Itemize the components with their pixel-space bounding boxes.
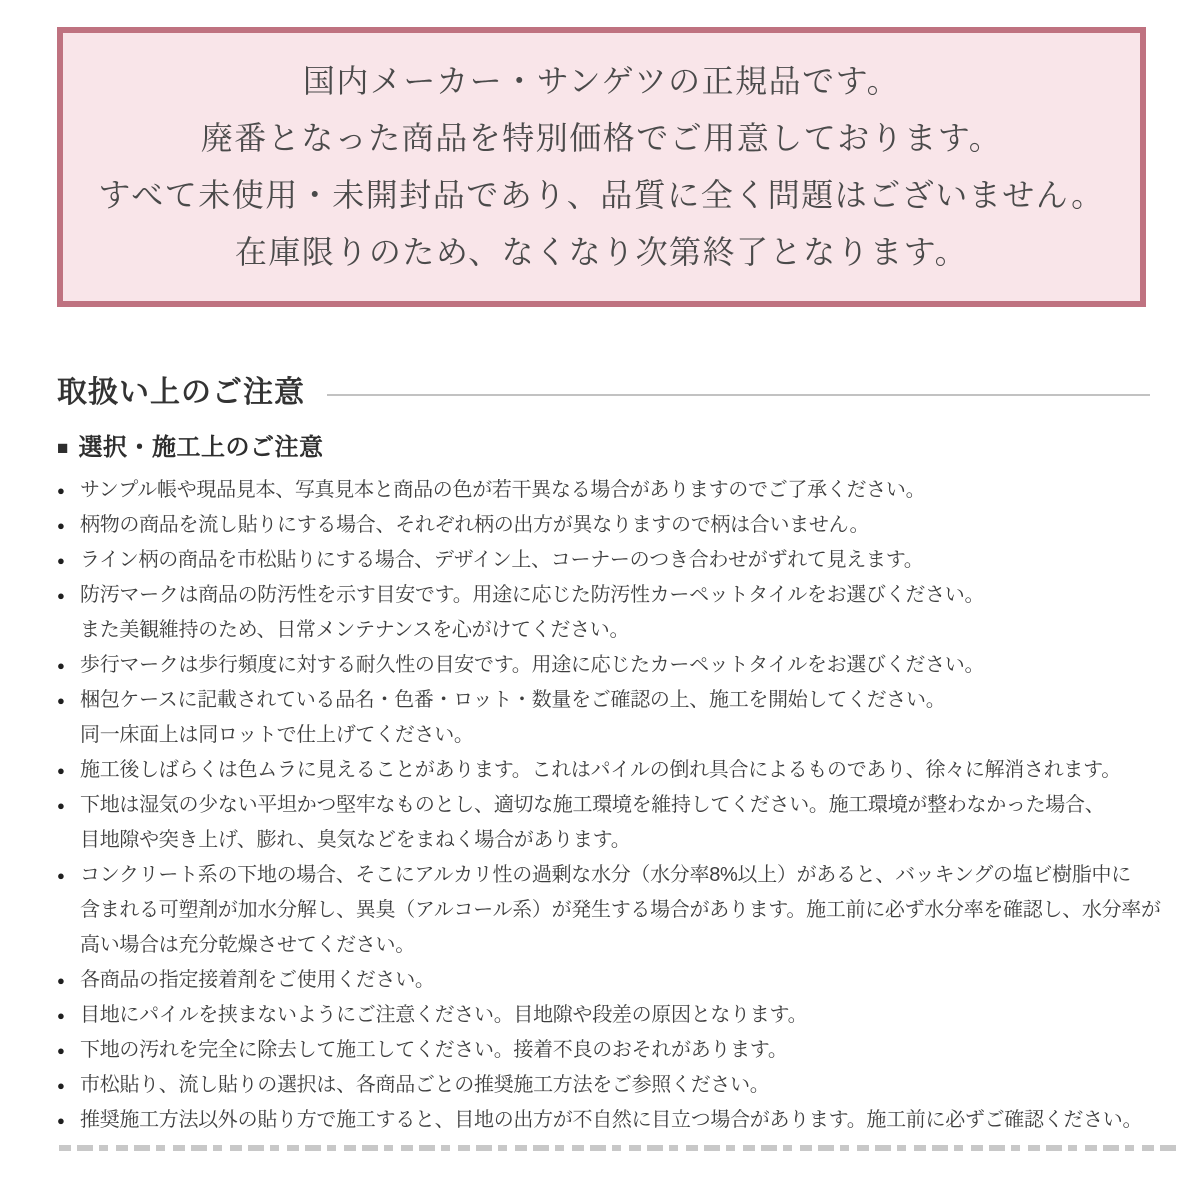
bullet-icon: ●	[57, 588, 65, 603]
list-item	[57, 1068, 1150, 1103]
list-item	[57, 543, 1150, 578]
list-item-text: コンクリート系の下地の場合、そこにアルカリ性の過剰な水分（水分率8%以上）があると、バッキングの塩ビ樹脂中に	[80, 864, 1131, 886]
precautions-section	[57, 376, 1161, 1151]
notice-line: 廃番となった商品を特別価格でご用意しております。	[200, 120, 1003, 156]
list-item-text: 目地隙や突き上げ、膨れ、臭気などをまねく場合があります。	[80, 829, 631, 851]
list-item-text: 含まれる可塑剤が加水分解し、異臭（アルコール系）が発生する場合があります。施工前に必ず水分率を確認し、水分率が	[80, 899, 1161, 921]
bullet-icon: ●	[57, 1043, 65, 1058]
notice-line: すべて未使用・未開封品であり、品質に全く問題はございません。	[98, 177, 1105, 213]
bullet-icon: ●	[57, 483, 65, 498]
bullet-icon: ●	[57, 763, 65, 778]
list-item-text: また美観維持のため、日常メンテナンスを心がけてください。	[80, 619, 630, 641]
list-item-text: 下地の汚れを完全に除去して施工してください。接着不良のおそれがあります。	[80, 1039, 788, 1061]
bullet-icon: ●	[57, 973, 65, 988]
precaution-list	[57, 473, 1161, 1138]
list-item	[57, 998, 1150, 1033]
bullet-icon: ●	[57, 798, 65, 813]
list-item-text: 目地にパイルを挟まないようにご注意ください。目地隙や段差の原因となります。	[80, 1004, 808, 1026]
bullet-icon: ●	[57, 553, 65, 568]
cut-off-text-row	[59, 1145, 1179, 1151]
bullet-icon: ●	[57, 658, 65, 673]
list-item-text: 防汚マークは商品の防汚性を示す目安です。用途に応じた防汚性カーペットタイルをお選びください。	[80, 584, 985, 606]
list-item-text: 推奨施工方法以外の貼り方で施工すると、目地の出方が不自然に目立つ場合があります。施工前に必ずご確認ください。	[80, 1109, 1143, 1131]
section-title: 取扱い上のご注意	[57, 376, 305, 409]
subsection-header	[57, 435, 1150, 461]
list-item	[57, 788, 1150, 858]
notice-line: 国内メーカー・サンゲツの正規品です。	[302, 63, 901, 99]
list-item	[57, 858, 1161, 963]
bullet-icon: ●	[57, 1078, 65, 1093]
list-item-text: 柄物の商品を流し貼りにする場合、それぞれ柄の出方が異なりますので柄は合いません。	[80, 514, 870, 536]
notice-line: 在庫限りのため、なくなり次第終了となります。	[234, 234, 969, 270]
list-item-text: 施工後しばらくは色ムラに見えることがあります。これはパイルの倒れ具合によるものであり、徐々に解消されます。	[80, 759, 1121, 781]
bullet-icon: ●	[57, 1113, 65, 1128]
list-item-text: サンプル帳や現品見本、写真見本と商品の色が若干異なる場合がありますのでご了承ください。	[80, 479, 926, 501]
list-item-text: 高い場合は充分乾燥させてください。	[80, 934, 415, 956]
bullet-icon: ●	[57, 693, 65, 708]
list-item	[57, 648, 1150, 683]
list-item-text: ライン柄の商品を市松貼りにする場合、デザイン上、コーナーのつき合わせがずれて見えます。	[80, 549, 924, 571]
list-item	[57, 508, 1150, 543]
subsection-title: 選択・施工上のご注意	[78, 434, 324, 461]
list-item	[57, 1103, 1150, 1138]
list-item	[57, 753, 1150, 788]
list-item-text: 歩行マークは歩行頻度に対する耐久性の目安です。用途に応じたカーペットタイルをお選びください。	[80, 654, 985, 676]
list-item	[57, 683, 1150, 753]
list-item-text: 梱包ケースに記載されている品名・色番・ロット・数量をご確認の上、施工を開始してください。	[80, 689, 946, 711]
list-item	[57, 963, 1150, 998]
list-item	[57, 578, 1150, 648]
list-item-text: 同一床面上は同ロットで仕上げてください。	[80, 724, 474, 746]
section-header	[57, 377, 1150, 409]
list-item	[57, 473, 1150, 508]
notice-box	[57, 27, 1146, 307]
bullet-icon: ●	[57, 518, 65, 533]
list-item	[57, 1033, 1150, 1068]
bullet-icon: ●	[57, 1008, 65, 1023]
list-item-text: 市松貼り、流し貼りの選択は、各商品ごとの推奨施工方法をご参照ください。	[80, 1074, 770, 1096]
section-divider	[327, 394, 1150, 396]
bullet-icon: ●	[57, 868, 65, 883]
list-item-text: 各商品の指定接着剤をご使用ください。	[80, 969, 435, 991]
list-item-text: 下地は湿気の少ない平坦かつ堅牢なものとし、適切な施工環境を維持してください。施工環境が整わなかった場合、	[80, 794, 1105, 816]
square-bullet-icon: ■	[57, 437, 69, 459]
